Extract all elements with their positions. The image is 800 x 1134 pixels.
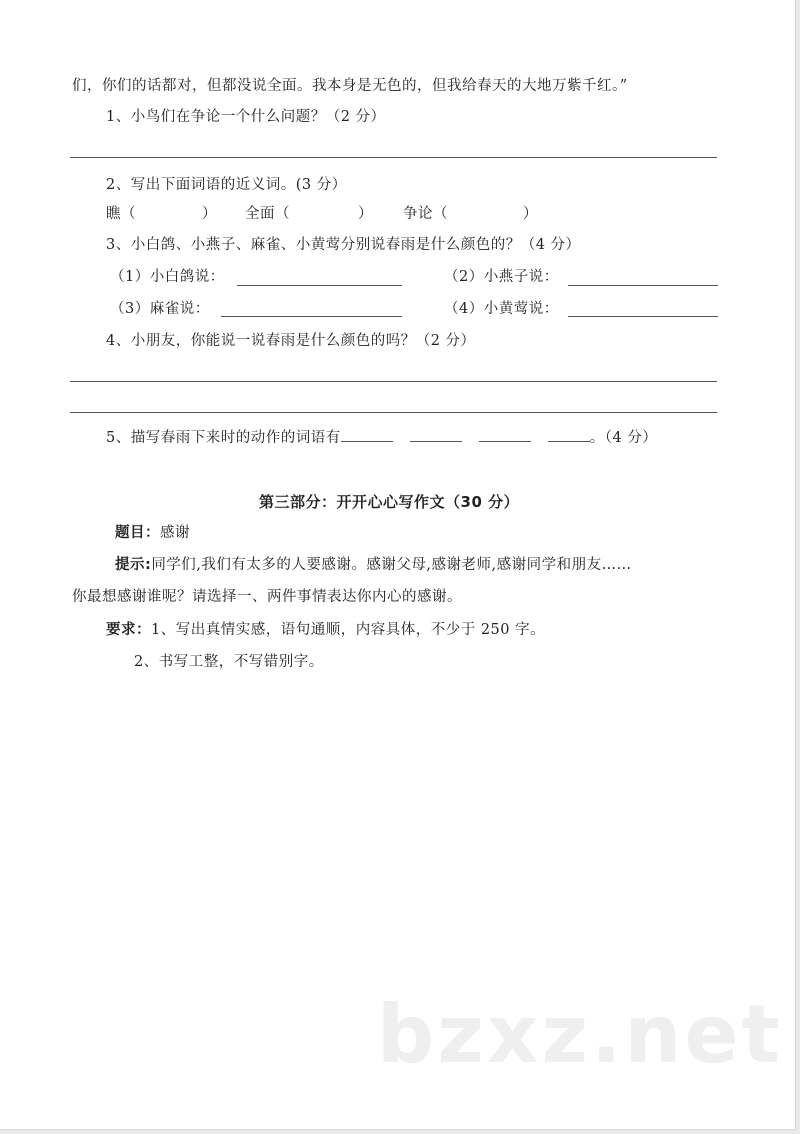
essay-requirements [106,620,545,640]
requirements-label: 要求： [106,622,151,638]
q3-item-2: （2）小燕子说： [444,269,559,285]
blank-q5-1[interactable] [341,427,393,442]
hint-line-1: 同学们,我们有太多的人要感谢。感谢父母,感谢老师,感谢同学和朋友…… [151,557,632,573]
answer-line-q3-4[interactable] [568,316,718,317]
hint-line-2: 你最想感谢谁呢？请选择一、两件事情表达你内心的感谢。 [72,589,462,605]
blank-q5-2[interactable] [410,427,462,442]
hint-label: 提示: [115,557,152,573]
question-5 [106,427,657,448]
question-3: 3、小白鸽、小燕子、麻雀、小黄莺分别说春雨是什么颜色的？（4 分） [106,237,581,253]
blank-q5-4[interactable] [548,427,590,442]
answer-line-q3-2[interactable] [568,285,718,286]
blank-q5-3[interactable] [479,427,531,442]
watermark: bzxz.net [377,988,783,1081]
question-5-text: 5、描写春雨下来时的动作的词语有 [106,430,341,446]
answer-line-q3-1[interactable] [237,285,402,286]
question-4: 4、小朋友，你能说一说春雨是什么颜色的吗？（2 分） [106,333,476,349]
synonym-3-close: ） [523,206,538,222]
passage-last-line: 们，你们的话都对，但都没说全面。我本身是无色的，但我给春天的大地万紫千红。” [72,78,628,94]
question-1: 1、小鸟们在争论一个什么问题？（2 分） [106,109,386,125]
topic-label: 题目： [115,525,160,541]
q3-item-3: （3）麻雀说： [110,301,210,317]
topic-value: 感谢 [160,525,190,541]
section3-heading: 第三部分：开开心心写作文（30 分） [259,493,520,511]
synonym-3-label: 争论（ [403,206,448,222]
synonym-1-close: ） [202,206,217,222]
synonym-2-close: ） [358,206,373,222]
essay-hint [115,555,632,575]
requirement-1: 1、写出真情实感，语句通顺，内容具体，不少于 250 字。 [151,622,546,638]
essay-topic [115,523,190,543]
answer-line-q4-2[interactable] [70,412,717,413]
answer-line-q3-3[interactable] [221,316,402,317]
q3-item-1: （1）小白鸽说： [110,269,225,285]
answer-line-q1[interactable] [70,157,717,158]
question-5-end: 。（4 分） [589,430,658,446]
answer-line-q4-1[interactable] [70,381,717,382]
synonym-1-label: 瞧（ [106,206,136,222]
requirement-2: 2、书写工整，不写错别字。 [134,654,324,670]
synonym-2-label: 全面（ [245,206,290,222]
q3-item-4: （4）小黄莺说： [444,301,559,317]
question-2: 2、写出下面词语的近义词。(3 分） [106,177,347,193]
